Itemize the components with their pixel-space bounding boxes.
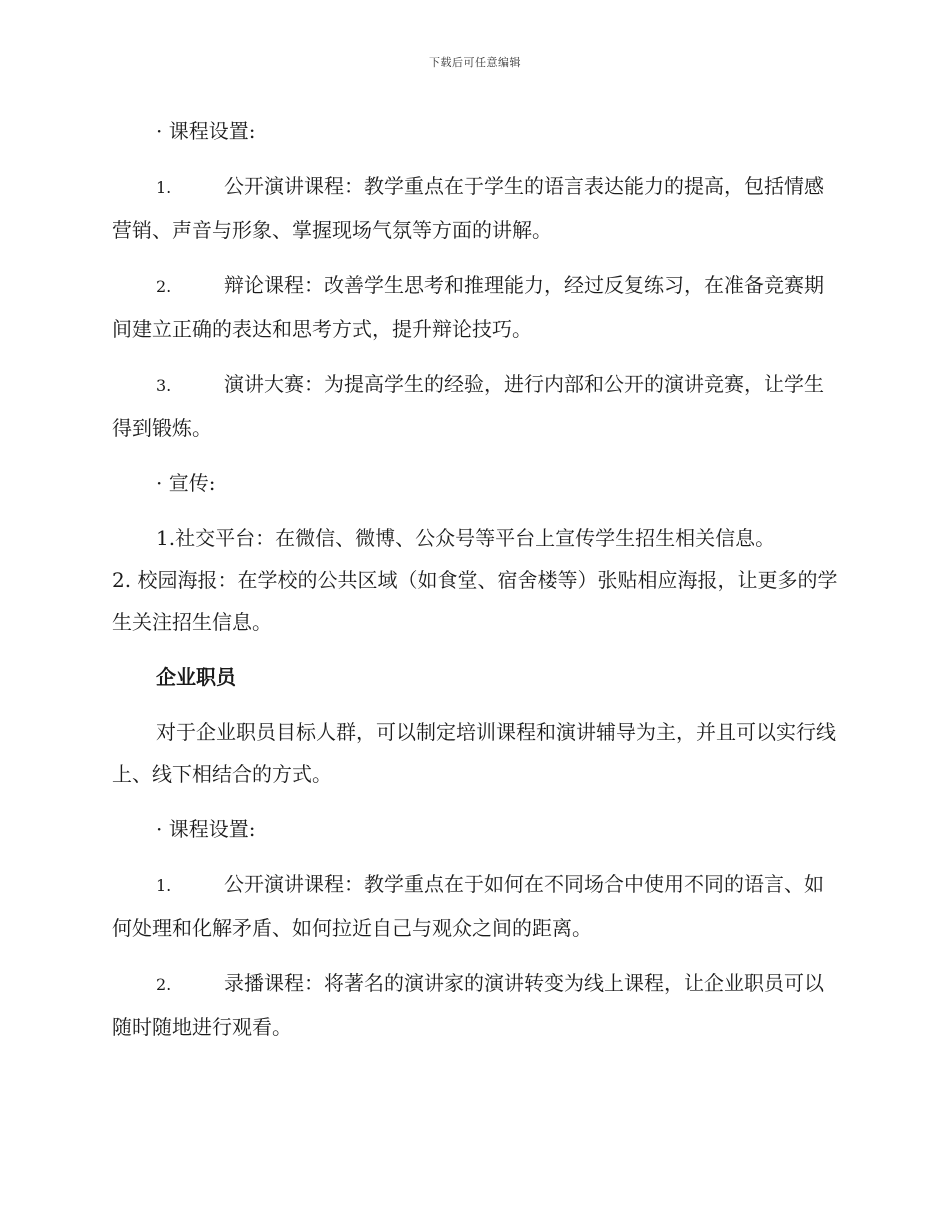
list-item-text: 演讲大赛：为提高学生的经验，进行内部和公开的演讲竞赛，让学生得到锻炼。 [112, 372, 824, 440]
list-item-number: 1. [156, 178, 172, 197]
promotion-item: 1.社交平台：在微信、微博、公众号等平台上宣传学生招生相关信息。 [156, 526, 776, 550]
list-item-text: 公开演讲课程：教学重点在于学生的语言表达能力的提高，包括情感营销、声音与形象、掌握现场气氛等方面的讲解。 [112, 174, 824, 242]
list-item-number: 3. [156, 376, 172, 395]
list-item-number: 2. [156, 975, 172, 994]
list-item-text: 辩论课程：改善学生思考和推理能力，经过反复练习，在准备竞赛期间建立正确的表达和思考方式，提升辩论技巧。 [112, 273, 824, 341]
list-item-text: 公开演讲课程：教学重点在于如何在不同场合中使用不同的语言、如何处理和化解矛盾、如何拉近自己与观众之间的距离。 [112, 872, 824, 940]
promotion-heading: · 宣传: [156, 471, 216, 495]
list-item-text: 录播课程：将著名的演讲家的演讲转变为线上课程，让企业职员可以随时随地进行观看。 [112, 971, 824, 1039]
section-title: 企业职员 [156, 665, 236, 689]
list-item [112, 264, 840, 350]
promotion-item: 2. 校园海报：在学校的公共区域（如食堂、宿舍楼等）张贴相应海报，让更多的学生关注招生信息。 [112, 568, 838, 634]
list-item [112, 863, 840, 949]
page-header: 下载后可任意编辑 [429, 56, 521, 69]
list-item [112, 165, 840, 251]
section-intro: 对于企业职员目标人群，可以制定培训课程和演讲辅导为主，并且可以实行线上、线下相结合的方式。 [112, 720, 836, 786]
list-item-number: 2. [156, 277, 172, 296]
course-settings-heading: · 课程设置: [156, 119, 256, 143]
course-settings-heading: · 课程设置: [156, 817, 256, 841]
document-body [112, 110, 840, 1061]
list-item-number: 1. [156, 876, 172, 895]
list-item [112, 962, 840, 1048]
list-item [112, 363, 840, 449]
